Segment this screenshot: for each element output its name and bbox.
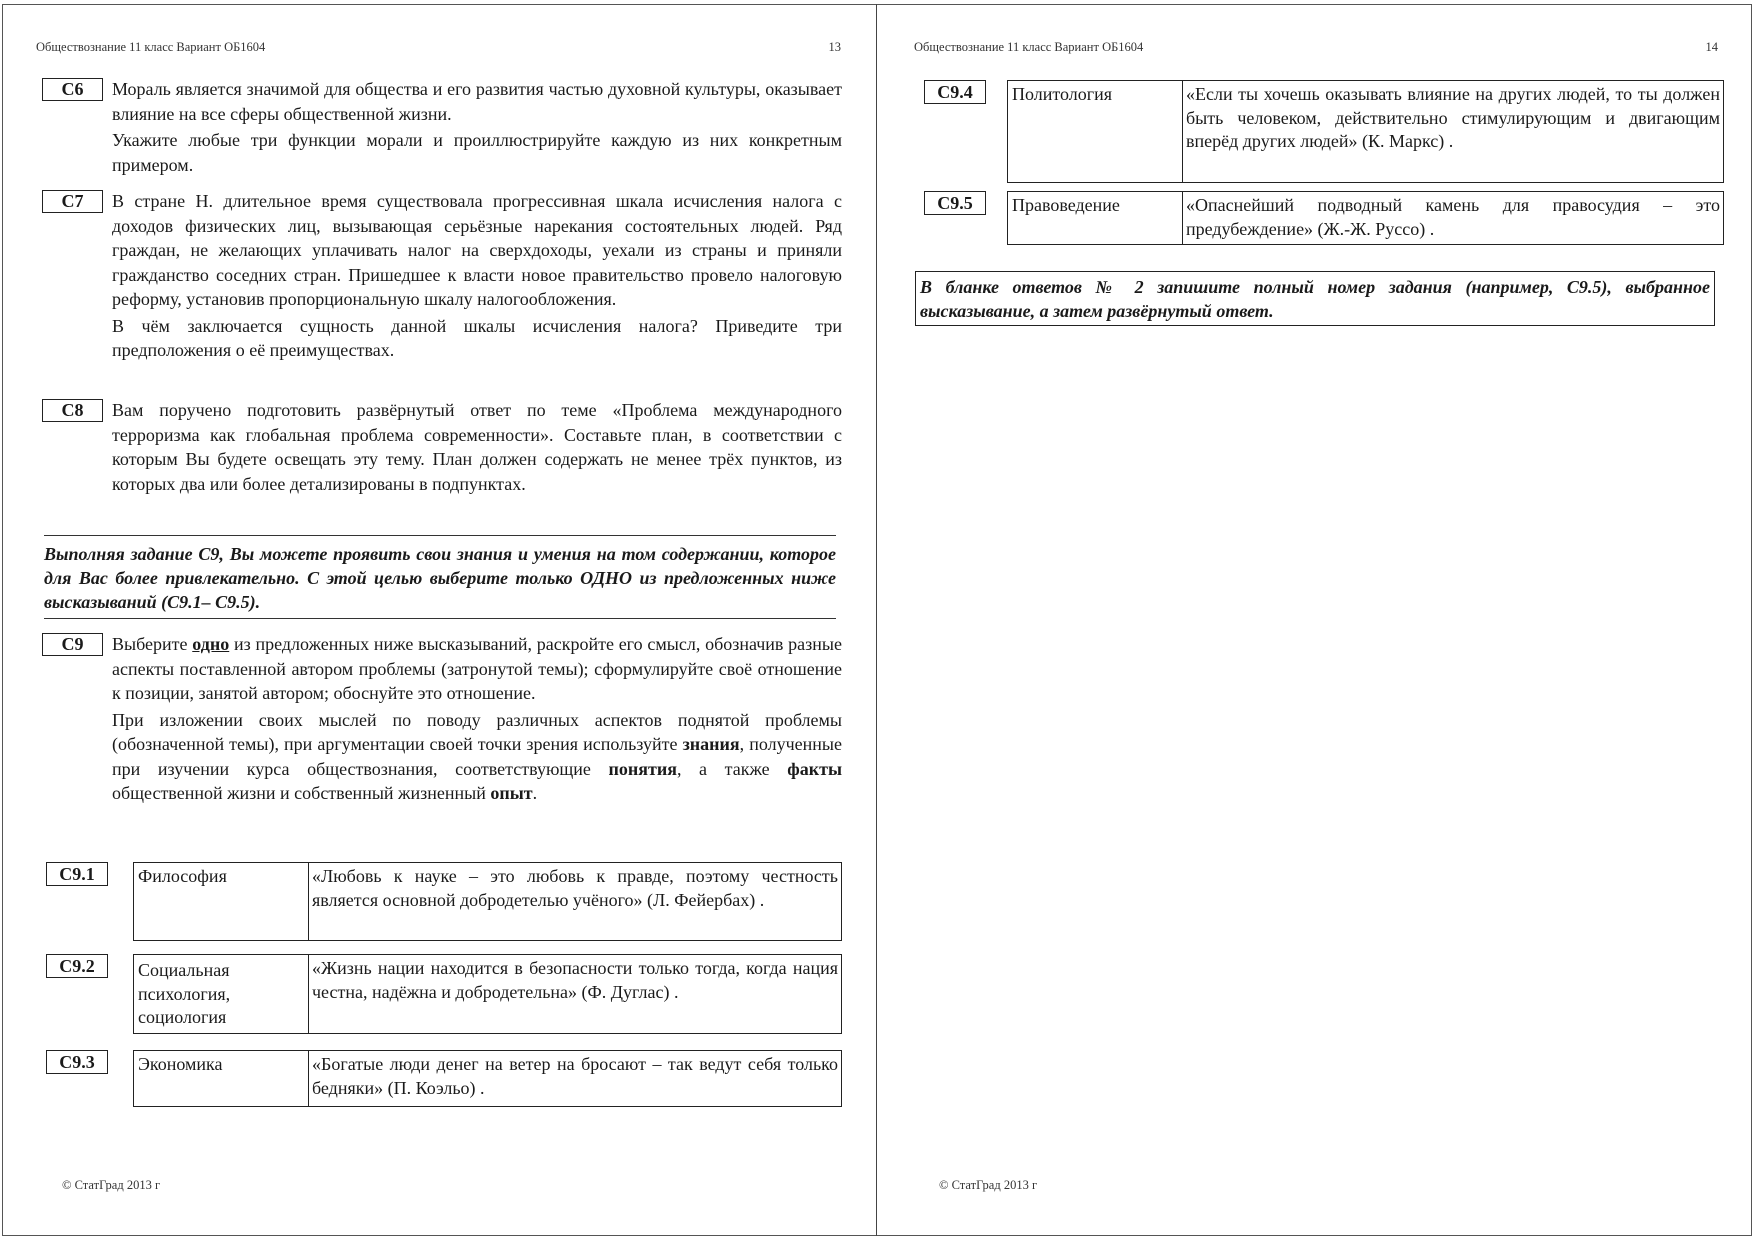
quote-field: Философия (134, 863, 309, 940)
quote-field: Социальная психология, социология (134, 955, 309, 1033)
task-tag-c8: С8 (42, 399, 103, 422)
right-header-title: Обществознание 11 класс Вариант ОБ1604 (914, 40, 1144, 54)
quote-tag: С9.4 (924, 80, 986, 104)
quote-c9-1 (46, 862, 842, 942)
quote-c9-2 (46, 954, 842, 1034)
quote-c9-3 (46, 1050, 842, 1130)
quote-tag: С9.2 (46, 954, 108, 978)
quote-tag: С9.3 (46, 1050, 108, 1074)
task-tag-c7: С7 (42, 190, 103, 213)
quote-field: Правоведение (1008, 192, 1183, 244)
task-c6-text-1: Мораль является значимой для общества и его развития частью духовной культуры, оказывает влияние на все сферы общественной жизни. (112, 79, 842, 124)
quote-field: Политология (1008, 81, 1183, 182)
quote-table (133, 954, 842, 1034)
answer-instruction-box: В бланке ответов № 2 запишите полный номер задания (например, С9.5), выбранное высказывание, а затем развёрнутый ответ. (915, 271, 1715, 326)
task-c6 (42, 77, 842, 177)
c9-selection-note: Выполняя задание С9, Вы можете проявить свои знания и умения на том содержании, которое для Вас более привлекательно. С этой целью выберите только ОДНО из предложенных ниже высказываний (С9.1– С9.5). (44, 535, 836, 619)
task-c7 (42, 189, 842, 363)
quote-text: «Опаснейший подводный камень для правосудия – это предубеждение» (Ж.-Ж. Руссо) . (1186, 195, 1720, 239)
quote-tag: С9.5 (924, 191, 986, 215)
left-page-number: 13 (828, 40, 841, 54)
emphasis-one: одно (192, 634, 230, 654)
quote-c9-5 (924, 191, 1724, 271)
task-c7-text-1: В стране Н. длительное время существовала прогрессивная шкала исчисления налога с доходов физических лиц, вызывающая серьёзные нарекания состоятельных людей. Ряд граждан, не желающих уплачивать налог на сверхдоходы, уехали из страны и приняли гражданство соседних стран. Пришедшее к власти новое правительство провело налоговую реформу, установив пропорциональную шкалу налогообложения. (112, 191, 842, 309)
quote-table (1007, 80, 1724, 183)
quote-tag: С9.1 (46, 862, 108, 886)
quote-text: «Богатые люди денег на ветер на бросают – так ведут себя только бедняки» (П. Коэльо) . (312, 1054, 838, 1098)
right-page-number: 14 (1705, 40, 1718, 54)
task-c8-text-1: Вам поручено подготовить развёрнутый ответ по теме «Проблема международного терроризма как глобальная проблема современности». Составьте план, в соответствии с которым Вы будете освещать эту тему. План должен содержать не менее трёх пунктов, из которых два или более детализированы в подпунктах. (112, 400, 842, 494)
task-tag-c6: С6 (42, 78, 103, 101)
left-footer: © СтатГрад 2013 г (62, 1178, 161, 1192)
task-c8 (42, 398, 842, 496)
quote-table (1007, 191, 1724, 245)
task-c9-text-2: При изложении своих мыслей по поводу различных аспектов поднятой проблемы (обозначенной темы), при аргументации своей точки зрения используйте знания, полученные при изучении курса обществознания, соответствующие понятия, а также факты общественной жизни и собственный жизненный опыт. (112, 709, 843, 803)
quote-text: «Любовь к науке – это любовь к правде, поэтому честность является основной добродетелью учёного» (Л. Фейербах) . (312, 866, 838, 910)
quote-table (133, 1050, 842, 1107)
quote-c9-4 (924, 80, 1724, 160)
right-page (877, 0, 1754, 1239)
task-c9 (42, 632, 842, 806)
task-tag-c9: С9 (42, 633, 103, 656)
left-header-title: Обществознание 11 класс Вариант ОБ1604 (36, 40, 266, 54)
quote-text: «Жизнь нации находится в безопасности только тогда, когда нация честна, надёжна и добродетельна» (Ф. Дуглас) . (312, 958, 838, 1002)
quote-table (133, 862, 842, 941)
task-c9-text-1: Выберите одно из предложенных ниже высказываний, раскройте его смысл, обозначив разные аспекты поставленной автором проблемы (затронутой темы); сформулируйте своё отношение к позиции, занятой автором; обоснуйте это отношение. (112, 634, 842, 703)
quote-text: «Если ты хочешь оказывать влияние на других людей, то ты должен быть человеком, действительно стимулирующим и двигающим вперёд других людей» (К. Маркс) . (1186, 84, 1720, 151)
task-c7-text-2: В чём заключается сущность данной шкалы исчисления налога? Приведите три предположения о её преимуществах. (112, 315, 842, 360)
task-c6-text-2: Укажите любые три функции морали и проиллюстрируйте каждую из них конкретным примером. (112, 130, 842, 175)
quote-field: Экономика (134, 1051, 309, 1106)
right-footer: © СтатГрад 2013 г (939, 1178, 1038, 1192)
